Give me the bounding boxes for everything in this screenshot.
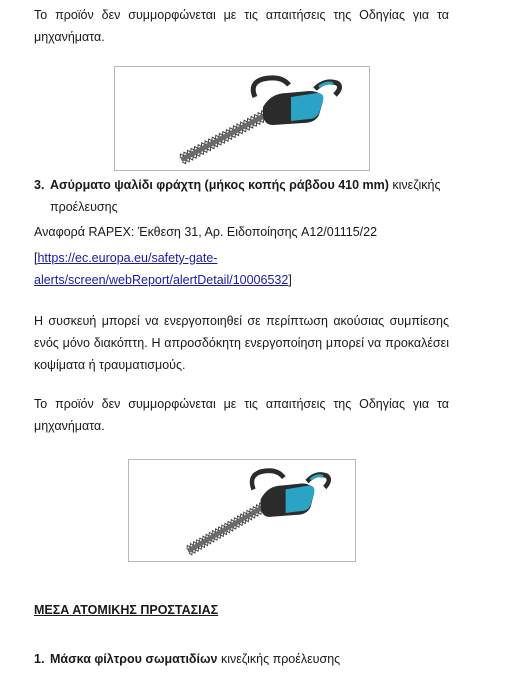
paragraph-noncompliance-top: Το προϊόν δεν συμμορφώνεται με τις απαιτήσεις της Οδηγίας για τα μηχανήματα. bbox=[34, 8, 449, 44]
bracket-open: [ bbox=[34, 251, 38, 265]
safety-gate-link[interactable] bbox=[34, 247, 449, 291]
hedge-trimmer-image bbox=[129, 460, 355, 561]
rapex-reference: Αναφορά RAPEX: Έκθεση 31, Αρ. Ειδοποίησης A12/01115/22 bbox=[34, 225, 378, 239]
bracket-close: ] bbox=[288, 273, 292, 287]
product-image-1 bbox=[114, 66, 370, 171]
list-item-1 bbox=[34, 648, 464, 670]
list-item-3 bbox=[34, 174, 464, 218]
item-title: Ασύρματο ψαλίδι φράχτη (μήκος κοπής ράβδου 410 mm) bbox=[50, 178, 389, 192]
product-image-2 bbox=[128, 459, 356, 562]
item-origin: κινεζικής bbox=[388, 178, 441, 192]
paragraph-noncompliance-bottom: Το προϊόν δεν συμμορφώνεται με τις απαιτήσεις της Οδηγίας για τα μηχανήματα. bbox=[34, 397, 449, 433]
link-line-2[interactable]: alerts/screen/webReport/alertDetail/10006532 bbox=[34, 273, 289, 287]
list-number: 1. bbox=[34, 652, 45, 666]
link-line-1[interactable]: https://ec.europa.eu/safety-gate- bbox=[37, 251, 218, 265]
item-origin: κινεζικής προέλευσης bbox=[217, 652, 341, 666]
section-heading: ΜΕΣΑ ΑΤΟΜΙΚΗΣ ΠΡΟΣΤΑΣΙΑΣ bbox=[34, 603, 219, 617]
item-origin-line2: προέλευσης bbox=[50, 200, 118, 214]
item-title: Μάσκα φίλτρου σωματιδίων bbox=[50, 652, 218, 666]
risk-paragraph: Η συσκευή μπορεί να ενεργοποιηθεί σε περίπτωση ακούσιας συμπίεσης ενός μόνο διακόπτη. Η απροσδόκητη ενεργοποίηση μπορεί να προκαλέσει κοψίματα ή τραυματισμούς. bbox=[34, 314, 449, 372]
hedge-trimmer-image bbox=[115, 67, 369, 170]
list-number: 3. bbox=[34, 178, 45, 192]
